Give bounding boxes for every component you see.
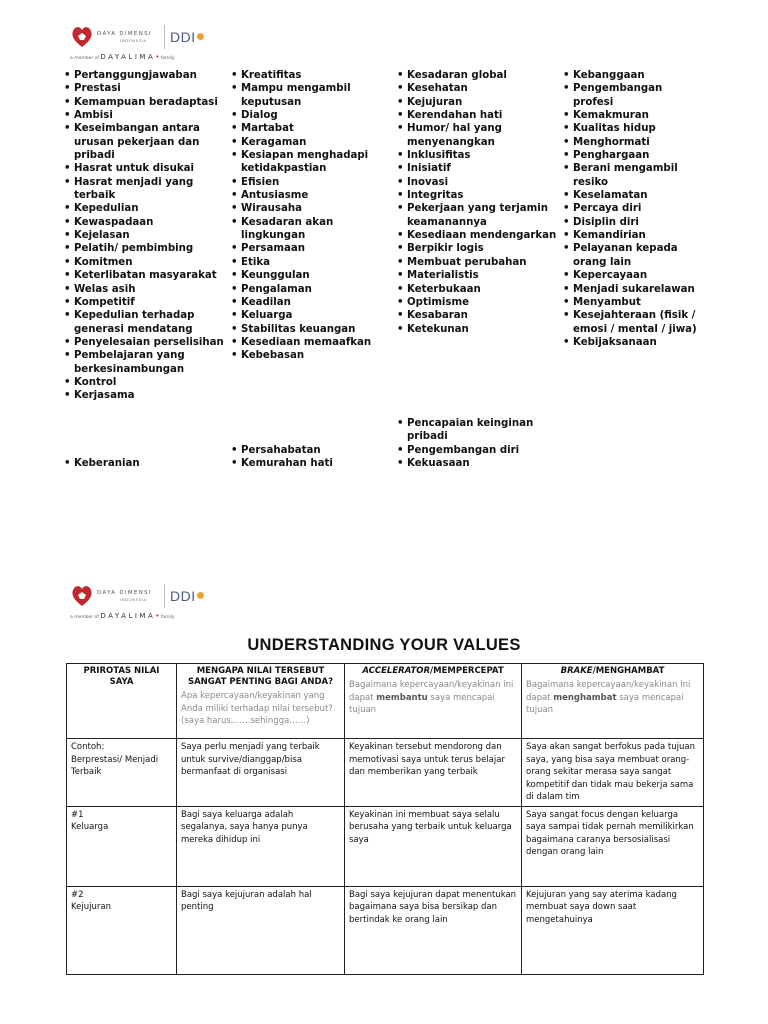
value-item: • Ketekunan	[397, 323, 562, 336]
value-item: • Kemandirian	[563, 229, 698, 242]
header-brake-em: BRAKE	[560, 666, 593, 676]
value-item: • Persahabatan	[231, 444, 391, 457]
value-item: • Kesabaran	[397, 309, 562, 322]
tag-name: DAYALIMA	[100, 612, 156, 620]
sub-text: saya mencapai tujuan	[526, 692, 684, 715]
value-item: • Inisiatif	[397, 162, 562, 175]
value-item: • Optimisme	[397, 296, 562, 309]
header-priority	[67, 664, 177, 739]
value-item: • Kejelasan	[64, 229, 224, 242]
value-item: • Kesadaran akan lingkungan	[231, 216, 391, 243]
value-item: • Membuat perubahan	[397, 256, 562, 269]
ddi-dot-icon	[197, 33, 204, 40]
header-why-label: MENGAPA NILAI TERSEBUT SANGAT PENTING BAGI ANDA?	[187, 666, 334, 687]
value-item: • Kesediaan memaafkan	[231, 336, 391, 349]
cell-priority	[67, 886, 177, 974]
value-item: • Kemampuan beradaptasi	[64, 96, 224, 109]
value-item: • Keterbukaan	[397, 283, 562, 296]
value-item: • Kreatifitas	[231, 69, 391, 82]
value-item: • Pelatih/ pembimbing	[64, 242, 224, 255]
value-item: • Pengalaman	[231, 283, 391, 296]
tag-prefix: a member of	[70, 56, 99, 61]
value-item: • Disiplin diri	[563, 216, 698, 229]
table-row	[67, 739, 704, 807]
value-item: • Kesejahteraan (fisik / emosi / mental / jiwa)	[563, 309, 698, 336]
tag-name: DAYALIMA	[100, 53, 156, 61]
values-column-2	[231, 69, 391, 363]
value-item: • Kewaspadaan	[64, 216, 224, 229]
values-column-1	[64, 69, 224, 403]
value-item: • Keluarga	[231, 309, 391, 322]
value-item: • Kesadaran global	[397, 69, 562, 82]
value-item: • Pekerjaan yang terjamin keamanannya	[397, 202, 562, 229]
logo-divider	[164, 25, 165, 49]
value-item: • Pertanggungjawaban	[64, 69, 224, 82]
value-item: • Mampu mengambil keputusan	[231, 82, 391, 109]
sub-text: saya mencapai tujuan	[349, 692, 495, 715]
sub-text: Bagaimana kepercayaan/keyakinan ini dapat	[349, 680, 514, 703]
value-item: • Persamaan	[231, 242, 391, 255]
cell-label: #2	[71, 889, 84, 900]
value-item: • Kemurahan hati	[231, 457, 391, 470]
value-item: • Kesehatan	[397, 82, 562, 95]
value-item: • Wirausaha	[231, 202, 391, 215]
values-table	[66, 663, 704, 975]
value-item: • Keberanian	[64, 457, 224, 470]
value-item: • Inovasi	[397, 176, 562, 189]
value-item: • Pengembangan diri	[397, 444, 557, 457]
value-item: • Hasrat untuk disukai	[64, 162, 224, 175]
table-row	[67, 886, 704, 974]
value-item: • Menyambut	[563, 296, 698, 309]
brand-country: INDONESIA	[120, 597, 147, 602]
header-accelerator-sub	[349, 679, 517, 717]
cell-priority	[67, 739, 177, 807]
value-item: • Antusiasme	[231, 189, 391, 202]
value-item: • Menjadi sukarelawan	[563, 283, 698, 296]
value-item: • Stabilitas keuangan	[231, 323, 391, 336]
value-item: • Prestasi	[64, 82, 224, 95]
table-row	[67, 806, 704, 886]
ddi-dot-icon	[197, 592, 204, 599]
cell-why: Saya perlu menjadi yang terbaik untuk survive/dianggap/bisa bermanfaat di organisasi	[177, 739, 345, 807]
tag-suffix: family	[160, 56, 175, 61]
value-item: • Kepercayaan	[563, 269, 698, 282]
cell-brake: Saya sangat focus dengan keluarga saya sampai tidak pernah memilikirkan bagaimana caranya bersosialisasi dengan orang lain	[522, 806, 704, 886]
value-item: • Keseimbangan antara urusan pekerjaan dan pribadi	[64, 122, 224, 162]
member-tagline	[70, 612, 175, 620]
red-dot-icon: •	[155, 612, 160, 620]
value-item: • Efisien	[231, 176, 391, 189]
cell-why: Bagi saya kejujuran adalah hal penting	[177, 886, 345, 974]
header-brake-rest: /MENGHAMBAT	[592, 666, 665, 676]
sub-text: Bagaimana kepercayaan/keyakinan ini dapat	[526, 680, 691, 703]
header-accelerator-em: ACCELERATOR	[362, 666, 431, 676]
value-item: • Kesediaan mendengarkan	[397, 229, 562, 242]
page-title: UNDERSTANDING YOUR VALUES	[247, 636, 521, 654]
value-item: • Etika	[231, 256, 391, 269]
value-item: • Menghormati	[563, 136, 698, 149]
value-item: • Pembelajaran yang berkesinambungan	[64, 349, 224, 376]
table-header-row	[67, 664, 704, 739]
value-item: • Kebijaksanaan	[563, 336, 698, 349]
value-item: • Integritas	[397, 189, 562, 202]
cell-brake: Saya akan sangat berfokus pada tujuan saya, yang bisa saya membuat orang-orang sekitar merasa saya sangat kompetitif dan tidak mau bekerja sama di dalam tim	[522, 739, 704, 807]
value-item: • Kualitas hidup	[563, 122, 698, 135]
value-item: • Penghargaan	[563, 149, 698, 162]
value-item: • Pengembangan profesi	[563, 82, 698, 109]
cell-label: Contoh:	[71, 742, 105, 752]
cell-value: Keluarga	[71, 822, 109, 832]
daya-dimensi-logo-icon	[70, 584, 94, 608]
value-item: • Kesiapan menghadapi ketidakpastian	[231, 149, 391, 176]
cell-value: Kejujuran	[71, 902, 111, 912]
value-item: • Inklusifitas	[397, 149, 562, 162]
tag-prefix: a member of	[70, 615, 99, 620]
value-item: • Martabat	[231, 122, 391, 135]
value-item: • Keterlibatan masyarakat	[64, 269, 224, 282]
cell-priority	[67, 806, 177, 886]
header-priority-label: PRIROTAS NILAI SAYA	[83, 666, 160, 687]
value-item: • Keunggulan	[231, 269, 391, 282]
value-item: • Kerendahan hati	[397, 109, 562, 122]
cell-accelerator: Keyakinan ini membuat saya selalu berusaha yang terbaik untuk keluarga saya	[345, 806, 522, 886]
header-accelerator	[345, 664, 522, 739]
value-item: • Komitmen	[64, 256, 224, 269]
value-item: • Dialog	[231, 109, 391, 122]
values-column-4	[563, 69, 698, 349]
cell-why: Bagi saya keluarga adalah segalanya, saya hanya punya mereka dihidup ini	[177, 806, 345, 886]
value-item: • Kemakmuran	[563, 109, 698, 122]
daya-dimensi-logo-icon	[70, 25, 94, 49]
value-item: • Hasrat menjadi yang terbaik	[64, 176, 224, 203]
value-item: • Kebanggaan	[563, 69, 698, 82]
value-item: • Materialistis	[397, 269, 562, 282]
value-item: • Pelayanan kepada orang lain	[563, 242, 698, 269]
value-item: • Keselamatan	[563, 189, 698, 202]
brand-name: DAYA DIMENSI	[97, 590, 152, 596]
values-column-3-bottom	[397, 417, 557, 470]
header-accelerator-rest: /MEMPERCEPAT	[430, 666, 504, 676]
values-column-2-bottom	[231, 444, 391, 471]
value-item: • Kepedulian	[64, 202, 224, 215]
value-item: • Kejujuran	[397, 96, 562, 109]
header-brake	[522, 664, 704, 739]
ddi-logo: DDI	[170, 29, 196, 45]
value-item: • Kebebasan	[231, 349, 391, 362]
value-item: • Penyelesaian perselisihan	[64, 336, 224, 349]
cell-brake: Kejujuran yang say aterima kadang membuat saya down saat mengetahuinya	[522, 886, 704, 974]
header-why-sub: Apa kepercayaan/keyakinan yang Anda miliki terhadap nilai tersebut? (saya harus…….sehingga……)	[181, 691, 333, 726]
value-item: • Pencapaian keinginan pribadi	[397, 417, 557, 444]
value-item: • Kontrol	[64, 376, 224, 389]
cell-accelerator: Keyakinan tersebut mendorong dan memotivasi saya untuk terus belajar dan memberikan yang terbaik	[345, 739, 522, 807]
value-item: • Berpikir logis	[397, 242, 562, 255]
sub-emphasis: membantu	[376, 692, 428, 703]
cell-label: #1	[71, 809, 84, 820]
brand-country: INDONESIA	[120, 38, 147, 43]
cell-accelerator: Bagi saya kejujuran dapat menentukan bagaimana saya bisa bersikap dan bertindak ke orang lain	[345, 886, 522, 974]
red-dot-icon: •	[155, 53, 160, 61]
value-item: • Kekuasaan	[397, 457, 557, 470]
tag-suffix: family	[160, 615, 175, 620]
value-item: • Kompetitif	[64, 296, 224, 309]
value-item: • Percaya diri	[563, 202, 698, 215]
value-item: • Keadilan	[231, 296, 391, 309]
sub-emphasis: menghambat	[553, 692, 617, 703]
values-column-1-bottom	[64, 457, 224, 470]
header-why	[177, 664, 345, 739]
value-item: • Kepedulian terhadap generasi mendatang	[64, 309, 224, 336]
ddi-logo: DDI	[170, 588, 196, 604]
values-column-3	[397, 69, 562, 336]
value-item: • Ambisi	[64, 109, 224, 122]
value-item: • Berani mengambil resiko	[563, 162, 698, 189]
cell-value: Berprestasi/ Menjadi Terbaik	[71, 754, 159, 777]
value-item: • Welas asih	[64, 283, 224, 296]
brand-name: DAYA DIMENSI	[97, 31, 152, 37]
logo-divider	[164, 584, 165, 608]
value-item: • Keragaman	[231, 136, 391, 149]
value-item: • Humor/ hal yang menyenangkan	[397, 122, 562, 149]
value-item: • Kerjasama	[64, 389, 224, 402]
header-brake-sub	[526, 679, 699, 717]
member-tagline	[70, 53, 175, 61]
